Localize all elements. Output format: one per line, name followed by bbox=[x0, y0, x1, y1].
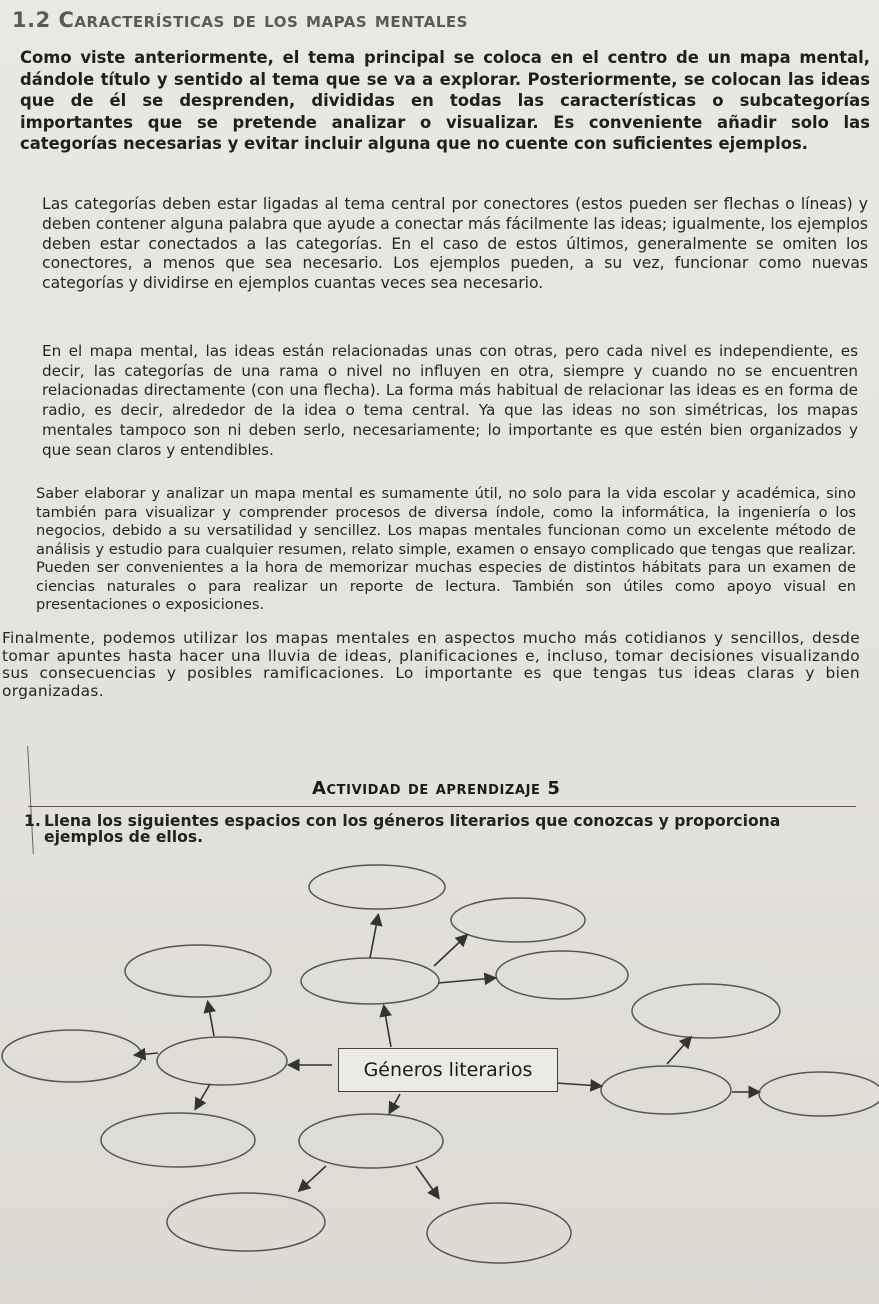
central-topic-box: Géneros literarios bbox=[338, 1048, 558, 1092]
activity-side-rule bbox=[27, 746, 34, 854]
blank-oval[interactable] bbox=[427, 1203, 571, 1263]
blank-oval[interactable] bbox=[301, 958, 439, 1004]
blank-oval[interactable] bbox=[167, 1193, 325, 1251]
connector-arrow bbox=[384, 1007, 391, 1047]
connector-arrow bbox=[136, 1053, 158, 1055]
paragraph-5: Finalmente, podemos utilizar los mapas mentales en aspectos mucho más cotidianos y sencillos, desde tomar apuntes hasta hacer una lluvia de ideas, planificaciones e, incluso, tomar decisiones visualizando sus consecuencias y posibles ramificaciones. Lo importante es que tengas tus ideas claras y bien organizadas. bbox=[2, 629, 860, 700]
paragraph-3: En el mapa mental, las ideas están relacionadas unas con otras, pero cada nivel es independiente, es decir, las categorías de una rama o nivel no influyen en otra, siempre y cuando no se encuentren relacionadas directamente (con una flecha). La forma más habitual de relacionar las ideas es en forma de radio, es decir, alrededor de la idea o tema central. Ya que las ideas no son simétricas, los mapas mentales tampoco son ni deben serlo, necesariamente; lo importante es que estén bien organizados y que sean claros y entendibles. bbox=[42, 342, 858, 459]
blank-oval[interactable] bbox=[157, 1037, 287, 1085]
connector-arrow bbox=[300, 1166, 326, 1190]
connector-arrow bbox=[390, 1094, 400, 1112]
connector-arrow bbox=[434, 936, 466, 966]
connector-arrow bbox=[196, 1084, 210, 1108]
paragraph-2: Las categorías deben estar ligadas al tema central por conectores (estos pueden ser flechas o líneas) y deben contener alguna palabra que ayude a conectar más fácilmente las ideas; igualmente, los ejemplos deben estar conectados a las categorías. En el caso de estos últimos, generalmente se omiten los conectores, a menos que sea necesario. Los ejemplos pueden, a su vez, funcionar como nuevas categorías y dividirse en ejemplos cuantas veces sea necesario. bbox=[42, 195, 868, 293]
blank-oval[interactable] bbox=[125, 945, 271, 997]
instruction-text: Llena los siguientes espacios con los géneros literarios que conozcas y proporciona ejemplos de ellos. bbox=[44, 812, 781, 846]
connector-arrow bbox=[208, 1003, 214, 1036]
blank-oval[interactable] bbox=[632, 984, 780, 1038]
blank-oval[interactable] bbox=[2, 1030, 142, 1082]
connector-arrow bbox=[416, 1166, 438, 1197]
connector-arrow bbox=[667, 1038, 690, 1064]
section-heading: 1.2 Características de los mapas mentales bbox=[12, 8, 468, 32]
connector-arrow bbox=[556, 1083, 600, 1086]
activity-title: Actividad de aprendizaje 5 bbox=[312, 778, 561, 799]
blank-oval[interactable] bbox=[101, 1113, 255, 1167]
blank-oval[interactable] bbox=[601, 1066, 731, 1114]
connector-arrow bbox=[370, 916, 378, 958]
connector-arrow bbox=[438, 978, 494, 983]
paragraph-4: Saber elaborar y analizar un mapa mental es sumamente útil, no solo para la vida escolar y académica, sino también para visualizar y comprender procesos de diversa índole, como la informática, la ingeniería o los negocios, debido a su versatilidad y sencillez. Los mapas mentales funcionan como un excelente método de análisis y estudio para cualquier resumen, relato simple, examen o ensayo complicado que tengas que realizar. Pueden ser convenientes a la hora de memorizar muchas especies de distintos hábitats para un examen de ciencias naturales o para realizar un reporte de lectura. También son útiles como apoyo visual en presentaciones o exposiciones. bbox=[36, 485, 856, 613]
blank-oval[interactable] bbox=[309, 865, 445, 909]
activity-divider bbox=[28, 806, 856, 807]
instruction-number: 1. bbox=[24, 812, 41, 830]
paragraph-1: Como viste anteriormente, el tema principal se coloca en el centro de un mapa mental, dándole título y sentido al tema que se va a explorar. Posteriormente, se colocan las ideas que de él se desprenden, divididas en todas las características o subcategorías importantes que se pretende analizar o visualizar. Es conveniente añadir solo las categorías necesarias y evitar incluir alguna que no cuente con suficientes ejemplos. bbox=[20, 48, 870, 153]
blank-oval[interactable] bbox=[299, 1114, 443, 1168]
blank-oval[interactable] bbox=[496, 951, 628, 999]
blank-oval[interactable] bbox=[451, 898, 585, 942]
blank-oval[interactable] bbox=[759, 1072, 879, 1116]
